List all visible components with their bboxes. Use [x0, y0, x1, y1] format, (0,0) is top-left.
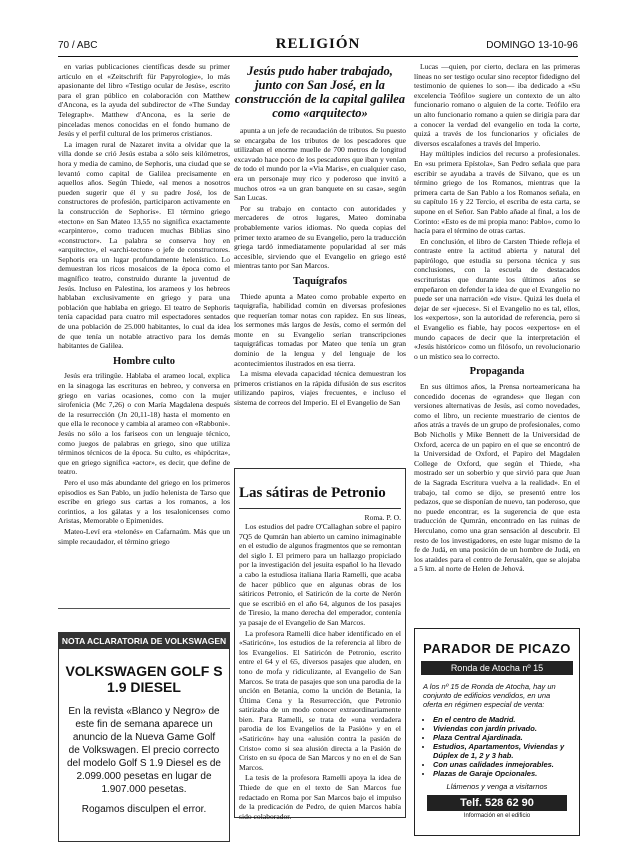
- col3-paragraph-1: Lucas —quien, por cierto, declara en las primeras líneas no ser testigo ocular sino receptor fidedigno del testimonio de quienes lo son— iba dedicado a «Su excelencia Teófilo» sugiere un contexto de un alto funcionario romano o alguien de la corte. Teófilo era un alto funcionario romano a quien se dirigía para dar a conocer la verdad del evangelio en toda la corte, quizá a través de los funcionarios y oficiales de diversos escalafones a través del Imperio.: [414, 62, 580, 148]
- subheading-taquigrafos: Taquígrafos: [293, 275, 347, 287]
- ad-info: Información en el edificio: [463, 813, 531, 819]
- col2-paragraph-2: Por su trabajo en contacto con autoridades y mercaderes de otros lugares, Mateo dominaba probablemente varios idiomas. No queda copias del primer texto arameo de su Evangelio, pero la traducción griega tardó inmediatamente popularidad al ser más accesible, sirviendo que el Evangelio en griego esté mientras tanto por San Marcos.: [234, 203, 406, 271]
- page-number: 70 / ABC: [58, 40, 98, 51]
- col3-paragraph-3: En conclusión, el libro de Carsten Thiede refleja el contraste entre la actitud abierta y natural del papirólogo, que estudia su persona técnica y sus conclusiones, con la escuela de destacados escrituristas que durante los últimos años se empeñaron en defender la idea de que el Evangelio no puede ser una narración «de visu». Quizá les duela el dejar de ser «jueces». Si el Evangelio no es tal, ellos, los «expertos», son la autoridad de referencia, pero si el Evangelio es fiable, hay pocos «expertos» en el mundo capaces de decir que la interpretación el «Jesús histórico» como un filósofo, un revolucionario o un místico sea lo correcto.: [414, 236, 580, 361]
- column-1-rule: [58, 608, 230, 609]
- ad-feature: • Plaza Central Ajardinada.: [433, 733, 571, 742]
- volkswagen-notice: [58, 632, 230, 842]
- box-title-rule: [239, 508, 401, 509]
- col3-paragraph-2: Hay múltiples indicios del recurso a profesionales. En «su primera Epístola», San Pedro señala que para escribir se ayudaba a través de Silvano, que es un término griego de los Romanos, mientras que la primera carta de San Pablo a los Romanos señala, en su capítulo 16 y 22 Tercio, el escriba de esta carta, se supone en el Señor. San Pablo añade al final, a los de Corinto: «Esto es de mi propia mano: Pablo», como lo hacía para el término de otras cartas.: [414, 149, 580, 236]
- ad-telephone: Telf. 528 62 90: [427, 795, 567, 811]
- vw-notice-text: En la revista «Blanco y Negro» de este fin de semana aparece un anuncio de la Nueva Game Golf de Volkswagen. El precio correcto del modelo Golf S 1.9 Diesel es de 2.099.000 pesetas en lugar de 1.907.000 pesetas.: [67, 706, 221, 795]
- ad-feature: • Con unas calidades inmejorables.: [433, 760, 571, 769]
- vw-model-line-1: VOLKSWAGEN GOLF S: [65, 663, 223, 679]
- main-headline: Jesús pudo haber trabajado, junto con San José, en la construcción de la capital galilea como «arquitecto»: [234, 64, 406, 120]
- col1-paragraph-2: La imagen rural de Nazaret invita a olvidar que la villa donde se crió Jesús estaba a sólo seis kilómetros, hora y media de camino, de Sephoris, una ciudad que se levantó como capital de Galilea precisamente en aquellos años. Según Thiede, «al menos a nosotros pueden sugerir que él y su padre José, los de constructores de profesión, participaron activamente en la construcción de Sephoris». El término griego «tecton» en San Mateo 13,55 no significa exactamente «carpintero», como traducen muchas Biblias sino «constructor». La palabra se conserva hoy en «arquitecto», el «archi-tecton» o jefe de constructores. Sephoris era un lugar profundamente helenístico. Lo demuestran los ricos mosaicos de la época como el magnífico teatro, construido durante la juventud de Jesús. Incluso en Palestina, los arameos y los hebreos hablaban exclusivamente en griego y para una población que hablaba en griego. El teatro de Sephoris tenía capacidad para cuatro mil espectadores sentados de una población de 25.000 habitantes, lo cual da idea de que tenía un notable atractivo para los demás habitantes de Galilea.: [58, 139, 230, 351]
- vw-notice-bar: NOTA ACLARATORIA DE VOLKSWAGEN: [59, 633, 229, 649]
- col1-paragraph-3: Jesús era trilingüe. Hablaba el arameo local, explica en la sinagoga las escrituras en hebreo, y conversa en griego en varias ocasiones, como con la mujer sirofenicia (Mc 7,26) o con María Magdalena después de la resurrección (Jn 20,11-18) hasta el momento en que ella le reconoce y cambia al arameo con «Rabboni». Jesús no sólo a los fariseos con un lenguaje técnico, como juegos de palabras en griego, sino que utiliza términos técnicos de la época. Su culto, es «hipócrita», que en griego significa «actor», es decir, que define de teatro.: [58, 371, 230, 477]
- issue-date: DOMINGO 13-10-96: [486, 40, 578, 51]
- petronio-box: [234, 468, 406, 821]
- page-header: [58, 38, 578, 57]
- ad-address: Ronda de Atocha nº 15: [421, 661, 573, 675]
- box-paragraph-1: Los estudios del padre O'Callaghan sobre el papiro 7Q5 de Qumrán han abierto un camino inimaginable en el estudio de algunos fragmentos que se remontan del siglo I. El primero para un hallazgo propiciado por la investigación del jesuita español lo ha llevado a cabo la estudiosa italiana Ilaria Ramelli, que acaba de hacer público que en algunas obras de los sátiricos Petronio, el Satiricón de la corte de Nerón que se escribió en el año 64, algunos de los pasajes de Tiresio, la mano derecha del emperador, contenía ya pasaje de el Evangelio de San Marcos.: [239, 522, 401, 627]
- col1-paragraph-4: Pero el uso más abundante del griego en los primeros episodios es San Pablo, un judío helenista de Tarso que escribe en griego sus cartas a los romanos, a los corintios, a los gálatas y a los tesalonicenses como Aristas, Memorable o Epimenides.: [58, 477, 230, 526]
- col2-paragraph-4: La misma elevada capacidad técnica demuestran los primeros cristianos en la rápida difusión de sus escritos utilizando papiros, viajes frecuentes, e incluso el sistema de correos del Imperio. El el Evangelio de San: [234, 369, 406, 408]
- ad-feature: • Plazas de Garaje Opcionales.: [433, 769, 571, 778]
- vw-model-line-2: 1.9 DIESEL: [107, 679, 181, 695]
- ad-feature-list: [415, 715, 579, 778]
- col2-paragraph-1: apunta a un jefe de recaudación de tributos. Su puesto se encargaba de los tributos de los pescadores que utilizaban el enorme muelle de 700 metros de longitud excavado hace poco de los pescadores que iban y venían de todo el mundo por la «Via Maris», en cualquier caso, era un personaje muy rico y poderoso que invitó a muchos otros «a un gran banquete en su casa», según San Lucas.: [234, 126, 406, 203]
- ad-name: PARADOR DE PICAZO: [423, 641, 571, 656]
- subheading-hombre-culto: Hombre culto: [113, 355, 175, 367]
- column-2: [234, 62, 406, 462]
- vw-apology: Rogamos disculpen el error.: [81, 804, 207, 815]
- ad-call-to-action: Llámenos y venga a visitarnos: [446, 782, 548, 791]
- vw-model-title: [59, 663, 229, 695]
- box-title: Las sátiras de Petronio: [239, 485, 386, 501]
- column-1: [58, 62, 230, 604]
- section-title: RELIGIÓN: [275, 36, 361, 52]
- parador-ad: [414, 628, 580, 836]
- box-paragraph-3: La tesis de la profesora Ramelli apoya la idea de Thiede de que en el texto de San Marcos fue redactado en Roma por San Marcos bajo el impulso de la predicación de Pedro, de quien Marcos había sido colaborador.: [239, 773, 401, 821]
- box-body: [239, 522, 401, 821]
- ad-feature: • Estudios, Apartamentos, Viviendas y Dúplex de 1, 2 y 3 hab.: [433, 742, 571, 760]
- ad-feature: • En el centro de Madrid.: [433, 715, 571, 724]
- col2-paragraph-3: Thiede apunta a Mateo como probable experto en taquigrafía, habilidad común en diversas profesiones que requerían tomar notas con rapidez. En sus líneas, los sermones más largos de Jesús, como el sermón del monte en su Evangelio serían transcripciones taquigráficas tomadas por Mateo que tenía un gran dominio de la lengua y del lenguaje de los acontecimientos ilustrados en esa tierra.: [234, 291, 406, 368]
- box-paragraph-2: La profesora Ramelli dice haber identificado en el «Satiricón», los estudios de la referencia al libro de los Evangelios. El Satiricón de Petronio, escrito entre el 64 y el 65, diversos pasajes que aluden, en tono de mofa y ridiculizante, al Evangelio de San Marcos. Se trata de pasajes que son una parodia de la unción en Betania, como la unción de Betania, la Última Cena y la Resurrección, que Petronio satirizaba de un modo conocer extraordinariamente bien. Para Ramelli, se trata de «una verdadera parodia de los Evangelios de la Pasión» y en el «Satiricón» hay una «alusión contra la pasión de Cristo» como si sea alusión directa a la Pasión de Cristo en su época de San Marcos y no en el de San Marcos.: [239, 628, 401, 772]
- box-signature: Roma. P. O.: [364, 513, 401, 522]
- subheading-propaganda: Propaganda: [469, 366, 525, 378]
- ad-feature: • Viviendas con jardín privado.: [433, 724, 571, 733]
- col1-paragraph-5: Mateo-Leví era «telonés» en Cafarnaúm. Más que un simple recaudador, el término griego: [58, 526, 230, 546]
- col3-paragraph-4: En sus últimos años, la Prensa norteamericana ha concedido docenas de «grandes» que llegan con versiones alternativas de Jesús, así como novedades, como el libro, un reciente muestrario de cientos de años atrás a través de un grupo de profesionales, como Bob Nicholls y Mike Bennett de la Universidad de Oxford, acerca de un papiro en el que se encontró de la Universidad de Oxford, el Papiro del Magdalen College de Oxford, que según el Thiede, «ha mostrado ser un soberbio y que sirvió para que Juan de la Sagrada Escritura vuelva a la realidad». En el trabajo, tal como se dijo, se presentó entre los pedazos, que se disponían de nuevo, tan poderoso, que no puede encontrar, es la sugerencia de que esta traducción de Qumrán, encontrado en las ruinas de Herculano, como una gran sensación al descubrir. El resto de los investigadores, en este lugar mismo de la fe de Judá, en una posición de un hombre de Judá, en los ataúdes para el centro de Jerusalén, que se alojaba a 5 km. al norte de Helen de Jehová.: [414, 382, 580, 574]
- col1-paragraph-1: en varias publicaciones científicas desde su primer artículo en el «Zeitschrift für Papyrologie», lo más apasionante del libro «Testigo ocular de Jesús», escrito para el gran público en colaboración con Matthew d'Ancona, es la ayuda del subdirector de «The Sunday Telegraph». Matthew d'Ancona, es la serie de pinceladas menos conocidas en el fondo humano de Jesús y el perfil cultural de los primeros cristianos.: [58, 62, 230, 139]
- ad-description: A los nº 15 de Ronda de Atocha, hay un conjunto de edificios vendidos, en una oferta en régimen especial de venta:: [423, 682, 556, 709]
